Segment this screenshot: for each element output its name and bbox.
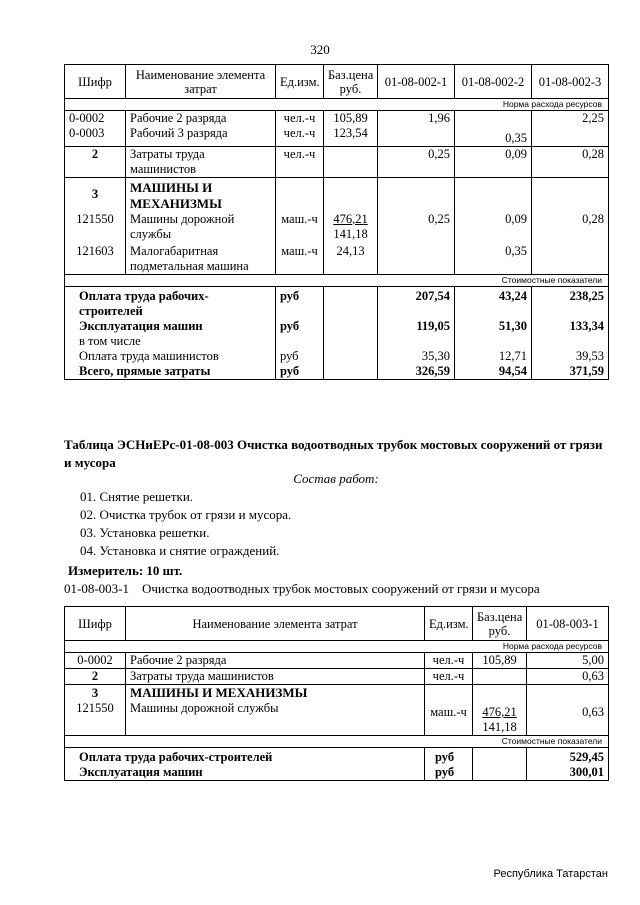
- cost-unit: руб: [276, 319, 324, 334]
- header-col-1: 01-08-003-1: [527, 607, 609, 641]
- row-name: МАШИНЫ И МЕХАНИЗМЫ: [126, 177, 276, 212]
- row-c2: [455, 111, 532, 127]
- norm-note: Норма расхода ресурсов: [65, 99, 609, 111]
- cost-row: [65, 334, 609, 349]
- cost-name: Эксплуатация машин: [65, 319, 276, 334]
- row-c1: 0,25: [378, 212, 455, 242]
- cost-row: [65, 319, 609, 334]
- table-row: [65, 146, 609, 177]
- table-row: [65, 177, 609, 212]
- row-c1: 1,96: [378, 111, 455, 127]
- cost-row: [65, 364, 609, 380]
- row-name: Рабочие 2 разряда: [126, 653, 425, 669]
- row-unit: чел.-ч: [276, 146, 324, 177]
- row-price: 123,54: [324, 126, 378, 146]
- row-name: Машины дорожной службы: [126, 212, 276, 242]
- row-name: Затраты труда машинистов: [126, 146, 276, 177]
- list-item: 02. Очистка трубок от грязи и мусора.: [80, 507, 292, 522]
- work-header: Состав работ:: [293, 471, 379, 486]
- header-price: Баз.цена руб.: [324, 65, 378, 99]
- row-c1: 0,63: [527, 669, 609, 685]
- row-code: 121603: [65, 242, 126, 275]
- cost-c3: 133,34: [532, 319, 609, 334]
- row-c3: 2,25: [532, 111, 609, 127]
- row-price-secondary: 141,18: [333, 226, 368, 241]
- row-code: 0-0003: [65, 126, 126, 146]
- row-c3: 0,28: [532, 146, 609, 177]
- header-col-2: 01-08-002-2: [455, 65, 532, 99]
- row-name: Затраты труда машинистов: [126, 669, 425, 685]
- header-name: Наименование элемента затрат: [126, 65, 276, 99]
- row-price: 105,89: [473, 653, 527, 669]
- row-c2: 0,09: [455, 146, 532, 177]
- row-code: 121550: [65, 212, 126, 242]
- row-c2: 0,35: [455, 126, 532, 146]
- row-c1: 0,63: [527, 701, 609, 736]
- row-code: 2: [65, 669, 126, 685]
- cost-name: Эксплуатация машин: [65, 765, 425, 781]
- table-row: [65, 669, 609, 685]
- header-unit: Ед.изм.: [276, 65, 324, 99]
- cost-name: Оплата труда машинистов: [65, 349, 276, 364]
- row-c3: [532, 242, 609, 275]
- row-c2: 0,09: [455, 212, 532, 242]
- cost-name: в том числе: [65, 334, 276, 349]
- cost-c1: 207,54: [378, 286, 455, 319]
- list-item: 01. Снятие решетки.: [80, 489, 194, 504]
- cost-c2: 12,71: [455, 349, 532, 364]
- row-unit: чел.-ч: [425, 669, 473, 685]
- resource-table-2: [64, 606, 609, 781]
- cost-c1: 529,45: [527, 748, 609, 766]
- cost-row: [65, 349, 609, 364]
- list-item: 03. Установка решетки.: [80, 525, 210, 540]
- cost-c2: 51,30: [455, 319, 532, 334]
- cost-note: Стоимостные показатели: [65, 736, 609, 748]
- table-row: [65, 701, 609, 736]
- cost-name: Оплата труда рабочих-строителей: [65, 286, 276, 319]
- cost-c3: 39,53: [532, 349, 609, 364]
- row-price: 105,89: [324, 111, 378, 127]
- header-unit: Ед.изм.: [425, 607, 473, 641]
- section-title: Таблица ЭСНиЕРс-01-08-003 Очистка водоотводных трубок мостовых сооружений от грязи и мусора: [64, 437, 603, 470]
- cost-name: Всего, прямые затраты: [65, 364, 276, 380]
- header-code: Шифр: [65, 607, 126, 641]
- measure: Измеритель: 10 шт.: [68, 563, 183, 578]
- table-row: [65, 685, 609, 702]
- cost-unit: руб: [276, 364, 324, 380]
- header-col-1: 01-08-002-1: [378, 65, 455, 99]
- row-name: МАШИНЫ И МЕХАНИЗМЫ: [126, 685, 425, 702]
- row-c1: [378, 126, 455, 146]
- table-row: [65, 126, 609, 146]
- norm-note: Норма расхода ресурсов: [65, 641, 609, 653]
- row-c1: 0,25: [378, 146, 455, 177]
- row-c3: [532, 126, 609, 146]
- row-code: 0-0002: [65, 653, 126, 669]
- row-name: Рабочие 2 разряда: [126, 111, 276, 127]
- row-unit: чел.-ч: [276, 111, 324, 127]
- row-price: 476,21: [482, 705, 517, 719]
- item-title: 01-08-003-1 Очистка водоотводных трубок мостовых сооружений от грязи и мусора: [64, 581, 540, 596]
- row-price: 24,13: [324, 242, 378, 275]
- footer-region: Республика Татарстан: [493, 868, 608, 880]
- list-item: 04. Установка и снятие ограждений.: [80, 543, 280, 558]
- row-c1: [378, 242, 455, 275]
- cost-c1: 35,30: [378, 349, 455, 364]
- row-unit: чел.-ч: [425, 653, 473, 669]
- cost-c1: 326,59: [378, 364, 455, 380]
- row-name: Машины дорожной службы: [126, 701, 425, 736]
- row-code: 3: [65, 685, 126, 702]
- cost-c1: 300,01: [527, 765, 609, 781]
- header-price: Баз.цена руб.: [473, 607, 527, 641]
- header-col-3: 01-08-002-3: [532, 65, 609, 99]
- cost-c1: 119,05: [378, 319, 455, 334]
- cost-row: [65, 765, 609, 781]
- cost-unit: руб: [276, 286, 324, 319]
- cost-name: Оплата труда рабочих-строителей: [65, 748, 425, 766]
- row-code: 121550: [65, 701, 126, 736]
- cost-unit: руб: [425, 748, 473, 766]
- table-row: [65, 111, 609, 127]
- cost-c2: 43,24: [455, 286, 532, 319]
- row-name: Малогабаритная подметальная машина: [126, 242, 276, 275]
- cost-unit: руб: [276, 349, 324, 364]
- resource-table-1: [64, 64, 609, 380]
- cost-c3: 371,59: [532, 364, 609, 380]
- row-name: Рабочий 3 разряда: [126, 126, 276, 146]
- row-unit: маш.-ч: [425, 701, 473, 736]
- cost-row: [65, 748, 609, 766]
- row-unit: чел.-ч: [276, 126, 324, 146]
- header-code: Шифр: [65, 65, 126, 99]
- row-code: 0-0002: [65, 111, 126, 127]
- cost-unit: руб: [425, 765, 473, 781]
- table-row: [65, 212, 609, 242]
- page-number: 320: [310, 42, 330, 57]
- cost-note: Стоимостные показатели: [65, 274, 609, 286]
- row-c3: 0,28: [532, 212, 609, 242]
- header-name: Наименование элемента затрат: [126, 607, 425, 641]
- cost-c2: 94,54: [455, 364, 532, 380]
- row-code: 2: [65, 146, 126, 177]
- row-code: 3: [65, 177, 126, 212]
- row-price: 476,21: [333, 211, 368, 226]
- row-price: [324, 146, 378, 177]
- row-price-secondary: 141,18: [482, 720, 517, 734]
- table-row: [65, 242, 609, 275]
- work-list: [80, 488, 291, 560]
- row-unit: маш.-ч: [276, 212, 324, 242]
- row-c1: 5,00: [527, 653, 609, 669]
- row-c2: 0,35: [455, 242, 532, 275]
- row-price: [473, 669, 527, 685]
- cost-c3: 238,25: [532, 286, 609, 319]
- row-unit: маш.-ч: [276, 242, 324, 275]
- table-row: [65, 653, 609, 669]
- cost-row: [65, 286, 609, 319]
